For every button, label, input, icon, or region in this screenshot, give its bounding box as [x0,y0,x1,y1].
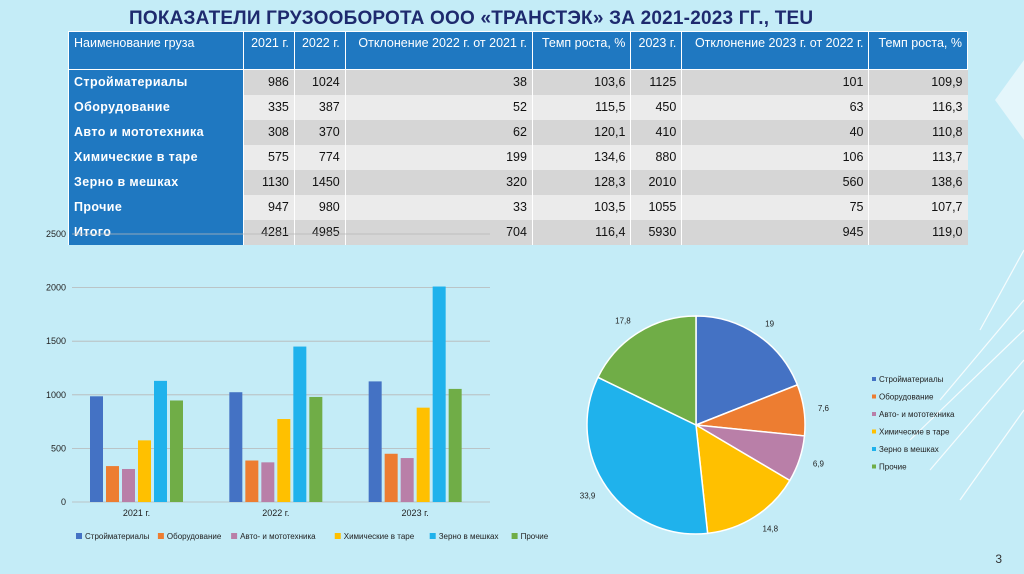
y-tick-label: 1000 [45,389,66,400]
y-tick-label: 0 [60,497,66,507]
table-cell: 116,3 [869,95,968,120]
table-body [69,70,968,245]
bar [449,389,462,502]
table-cell: 33 [345,195,532,220]
legend-swatch [76,533,82,539]
table-cell: 575 [244,145,295,170]
legend-swatch [335,533,341,539]
bar [401,458,414,502]
legend-swatch [158,533,164,539]
table-cell: 116,4 [532,220,631,245]
legend-label: Прочие [520,532,549,541]
table-row [69,120,968,145]
bar [106,466,119,502]
slice-label: 7,6 [817,404,829,414]
bar [154,381,167,502]
table-cell: 335 [244,95,295,120]
table-cell: 107,7 [869,195,968,220]
table-row [69,145,968,170]
table-row [69,170,968,195]
y-tick-label: 1500 [45,336,66,347]
legend-label: Оборудование [166,532,222,541]
row-label: Прочие [69,195,244,220]
table-cell: 5930 [631,220,682,245]
legend-swatch [872,377,876,381]
legend-swatch [231,533,237,539]
column-header: Наименование груза [69,32,244,70]
row-label: Авто и мототехника [69,120,244,145]
table-row [69,95,968,120]
legend-label: Авто- и мототехника [240,532,316,541]
table-cell: 4281 [244,220,295,245]
y-tick-label: 2000 [45,282,66,293]
table-cell: 308 [244,120,295,145]
bar-chart-panel [0,226,560,556]
slice-label: 17,8 [615,316,631,326]
table-cell: 986 [244,70,295,95]
table-cell: 134,6 [532,145,631,170]
table-cell: 1055 [631,195,682,220]
table-cell: 2010 [631,170,682,195]
legend-swatch [512,533,518,539]
table-header-row [69,32,968,70]
row-label: Итого [69,220,244,245]
table-cell: 774 [294,145,345,170]
row-label: Зерно в мешках [69,170,244,195]
cargo-table [68,31,968,245]
table-cell: 947 [244,195,295,220]
legend-swatch [872,412,876,416]
table-row [69,70,968,95]
column-header: 2022 г. [294,32,345,70]
legend-label: Стройматериалы [85,532,150,541]
bar [90,396,103,502]
legend-swatch [430,533,436,539]
slice-label: 14,8 [762,524,779,534]
x-tick-label: 2021 г. [122,508,151,518]
page-title: ПОКАЗАТЕЛИ ГРУЗООБОРОТА ООО «ТРАНСТЭК» ЗА 2021-2023 ГГ., TEU [129,8,814,29]
column-header: Темп роста, % [869,32,968,70]
table-row [69,195,968,220]
bar [417,408,430,502]
table-cell: 560 [682,170,869,195]
slice-label: 19 [765,319,775,329]
table-cell: 980 [294,195,345,220]
bar [122,469,135,502]
row-label: Стройматериалы [69,70,244,95]
table-cell: 1024 [294,70,345,95]
legend-swatch [872,430,876,434]
legend-swatch [872,395,876,399]
pie-chart-panel [560,298,980,548]
bar [309,397,322,502]
bar [138,440,151,502]
table-cell: 1450 [294,170,345,195]
table-cell: 704 [345,220,532,245]
table-cell: 110,8 [869,120,968,145]
legend-label: Химические в таре [879,427,950,437]
bar [277,419,290,502]
table-cell: 450 [631,95,682,120]
table-cell: 115,5 [532,95,631,120]
bar [385,454,398,502]
legend-label: Зерно в мешках [438,532,499,541]
column-header: Темп роста, % [532,32,631,70]
legend-swatch [872,465,876,469]
column-header: 2021 г. [244,32,295,70]
y-tick-label: 2500 [45,229,66,239]
column-header: 2023 г. [631,32,682,70]
y-tick-label: 500 [50,443,66,454]
legend-label: Оборудование [879,392,934,402]
table-cell: 38 [345,70,532,95]
x-tick-label: 2022 г. [262,508,290,518]
bar [245,461,258,502]
table-cell: 880 [631,145,682,170]
legend-swatch [872,447,876,451]
legend-label: Зерно в мешках [879,445,939,454]
table-cell: 138,6 [869,170,968,195]
bar-chart [0,226,560,556]
bar [293,347,306,502]
table-cell: 320 [345,170,532,195]
table-cell: 4985 [294,220,345,245]
table-cell: 120,1 [532,120,631,145]
row-label: Химические в таре [69,145,244,170]
table-cell: 370 [294,120,345,145]
x-tick-label: 2023 г. [401,508,429,518]
table-cell: 40 [682,120,869,145]
legend-label: Прочие [879,462,907,472]
table-cell: 106 [682,145,869,170]
slice-label: 6,9 [812,459,824,469]
table-cell: 113,7 [869,145,968,170]
table-cell: 410 [631,120,682,145]
table-cell: 52 [345,95,532,120]
row-label: Оборудование [69,95,244,120]
bar [433,287,446,502]
table-cell: 75 [682,195,869,220]
column-header: Отклонение 2023 г. от 2022 г. [682,32,869,70]
legend-label: Авто- и мототехника [879,410,955,419]
bar [229,392,242,502]
page-number: 3 [995,552,1002,566]
bar [369,381,382,502]
table-cell: 101 [682,70,869,95]
table-cell: 119,0 [869,220,968,245]
table-cell: 63 [682,95,869,120]
table-cell: 62 [345,120,532,145]
bar [261,462,274,502]
table-cell: 945 [682,220,869,245]
table-cell: 1130 [244,170,295,195]
table-cell: 199 [345,145,532,170]
bar [170,400,183,502]
table-cell: 1125 [631,70,682,95]
legend-label: Стройматериалы [879,375,944,384]
table-cell: 387 [294,95,345,120]
table-cell: 103,6 [532,70,631,95]
pie-chart [560,298,980,548]
legend-label: Химические в таре [343,532,415,541]
column-header: Отклонение 2022 г. от 2021 г. [345,32,532,70]
table-cell: 128,3 [532,170,631,195]
table-cell: 109,9 [869,70,968,95]
table-cell: 103,5 [532,195,631,220]
slice-label: 33,9 [579,491,596,501]
